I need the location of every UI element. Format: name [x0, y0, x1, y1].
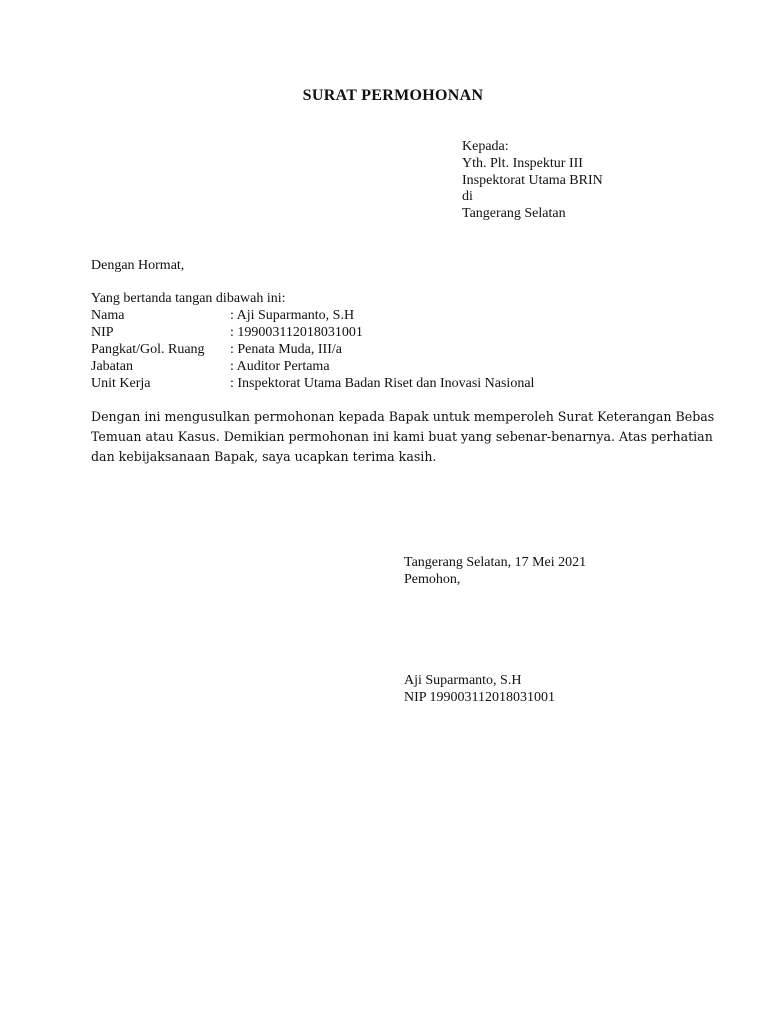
recipient-line: di — [462, 189, 473, 205]
signer-nip: NIP 199003112018031001 — [404, 690, 556, 705]
identity-row-nama — [91, 307, 534, 324]
letter-body — [91, 407, 731, 467]
identity-value: : Auditor Pertama — [230, 359, 330, 374]
identity-row-jabatan — [91, 358, 534, 375]
recipient-line: Tangerang Selatan — [462, 206, 566, 222]
identity-value: : Inspektorat Utama Badan Riset dan Inovasi Nasional — [230, 376, 535, 391]
recipient-block — [462, 139, 603, 223]
identity-row-unit-kerja — [91, 375, 534, 392]
body-line: dan kebijaksanaan Bapak, saya ucapkan terima kasih. — [91, 449, 437, 464]
identity-label: NIP — [91, 325, 114, 340]
identity-row-pangkat — [91, 341, 534, 358]
identity-value: : Penata Muda, III/a — [230, 342, 342, 357]
signer-role: Pemohon, — [404, 572, 461, 587]
recipient-line: Kepada: — [462, 139, 509, 154]
signature-header — [404, 554, 586, 588]
place-date: Tangerang Selatan, 17 Mei 2021 — [404, 555, 587, 570]
identity-value: : Aji Suparmanto, S.H — [230, 308, 355, 323]
identity-table — [91, 307, 534, 392]
body-line: Dengan ini mengusulkan permohonan kepada Bapak untuk memperoleh Surat Keterangan Bebas — [91, 409, 715, 424]
identity-label: Unit Kerja — [91, 376, 151, 391]
signer-name: Aji Suparmanto, S.H — [404, 673, 522, 688]
identity-row-nip — [91, 324, 534, 341]
recipient-line: Inspektorat Utama BRIN — [462, 172, 603, 188]
identity-label: Pangkat/Gol. Ruang — [91, 342, 205, 357]
identity-label: Nama — [91, 308, 125, 323]
letter-title: SURAT PERMOHONAN — [302, 87, 484, 104]
intro-line: Yang bertanda tangan dibawah ini: — [91, 291, 286, 306]
recipient-line: Yth. Plt. Inspektur III — [462, 155, 583, 171]
signature-footer — [404, 672, 555, 706]
greeting: Dengan Hormat, — [91, 258, 185, 273]
identity-label: Jabatan — [91, 359, 133, 374]
body-line: Temuan atau Kasus. Demikian permohonan ini kami buat yang sebenar-benarnya. Atas perhatian — [91, 429, 713, 444]
identity-value: : 199003112018031001 — [230, 325, 363, 340]
